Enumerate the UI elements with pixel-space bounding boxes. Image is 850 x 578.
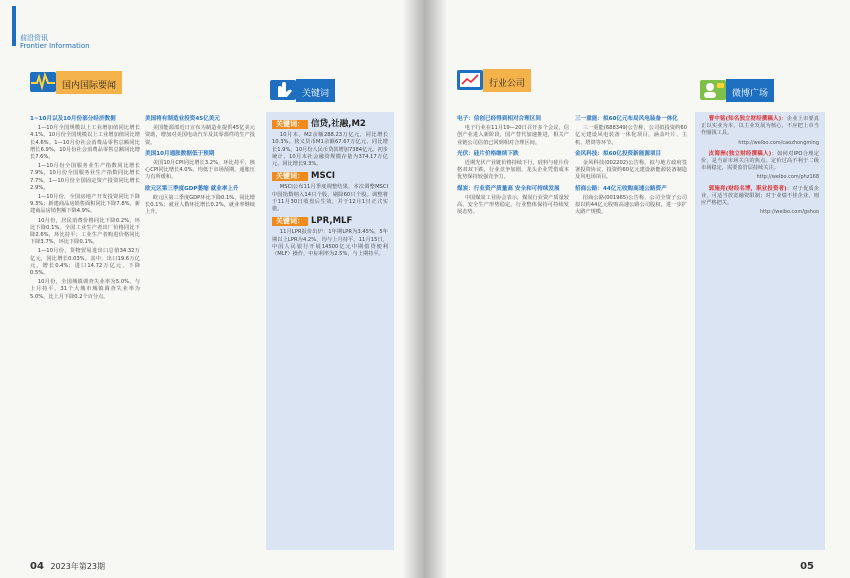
article-heading: 美国将有制造业投资45亿美元: [145, 116, 220, 122]
keyword-body: MSCI公布11月季度调整结果，本次调整MSCI中国指数纳入14只个股，剔除60只个股。调整将于11月30日收盘后生效，并于12月1日正式实施。: [272, 184, 388, 213]
weibo-author: 皮海洲(独立财经撰稿人): [708, 150, 772, 157]
keyword-tag: 关键词：: [272, 217, 308, 226]
article-heading: 招商公路：44亿元收购高速公路资产: [575, 185, 667, 192]
article-paragraph: 1—10月全国规模以上工业增加值同比增长4.1%。10月份全国规模以上工业增加值同比增长4.6%。1—10月份社会消费品零售总额同比增长6.9%，10月份社会消费品零售总额同比增长7.6%。: [30, 125, 140, 161]
right-page: [425, 0, 850, 578]
article-paragraph: 中国煤炭工业协会表示，煤炭行业资产质量较高，安全生产形势稳定，行业整体保持可持续发展态势。: [457, 194, 569, 216]
line-chart-icon: [457, 70, 483, 90]
person-chat-icon: [700, 80, 726, 100]
article-heading: 金风科技：拟60亿投资新能源项目: [575, 150, 662, 157]
keyword-row: [272, 172, 388, 181]
article-heading: 光伏：硅片价格继续下跌: [457, 150, 519, 157]
weibo-text: ：企业上市要真正以实业为本，以主业发展为核心，不应把上市当作圈钱工具。: [701, 116, 819, 137]
section-head-weibo: [700, 80, 820, 100]
section-label-bg: [483, 69, 531, 92]
page-number: 05: [800, 561, 814, 572]
article-paragraph: 美国10月CPI同比增长3.2%，环比持平，核心CPI同比增长4.0%，均低于市场预期，通胀压力有所缓和。: [145, 160, 255, 181]
weibo-column: [695, 112, 825, 550]
weibo-text: ：如何对IPO合理定价，是当前市场关注的焦点。定价过高不利于二级市场稳定，需要监管层持续关注。: [701, 150, 819, 172]
section-label-bg: [726, 79, 774, 102]
article-paragraph: 10月份，全国城镇调查失业率为5.0%，与上月持平。31个大城市城镇调查失业率为5.0%，比上月下降0.2个百分点。: [30, 279, 140, 300]
header-title-cn: 前沿资讯: [20, 34, 48, 42]
article-paragraph: 1—10月份全国服务业生产指数同比增长7.9%，10月份全国服务业生产指数同比增长7.7%。1—10月份全国固定资产投资同比增长2.9%。: [30, 163, 140, 191]
left-footer: [30, 561, 105, 572]
article-heading: 美国10月通胀数据低于预期: [145, 150, 215, 157]
weibo-link[interactable]: http://weibo.com/gshoo: [759, 209, 819, 216]
article-paragraph: 近期光伏产业链价格持续下行，硅料与硅片价格双双下跌，行业竞争加剧，龙头企业凭借成本优势保持较强竞争力。: [457, 160, 569, 181]
keyword-term: LPR,MLF: [311, 216, 353, 227]
article-heading: 欧元区第三季度GDP萎缩 就业率上升: [145, 185, 239, 192]
article-heading: 三一重能：拟60亿元布局风电装备一体化: [575, 116, 678, 122]
article-paragraph: 1—10月份，货物贸易进出口总值34.32万亿元，同比增长0.03%。其中，出口19.6万亿元，增长0.4%；进口14.72万亿元，下降0.5%。: [30, 248, 140, 277]
left-column-1: [30, 112, 140, 550]
gutter-shadow: [403, 0, 425, 578]
keyword-term: 信贷,社融,M2: [311, 119, 366, 129]
right-footer: [800, 561, 818, 572]
pulse-icon: [30, 72, 56, 92]
keyword-tag: 关键词：: [272, 172, 308, 181]
hand-pointer-icon: [270, 80, 296, 100]
article-paragraph: 三一重能(688349)公告称，公司拟投资约60亿元建设风电装备一体化项目，涵盖叶片、主机、塔筒等环节。: [575, 125, 687, 146]
article-paragraph: 10月份，居民消费价格同比下降0.2%，环比下降0.1%。全国工业生产者出厂价格同比下降2.6%，环比持平；工业生产者购进价格同比下降3.7%，环比下降0.1%。: [30, 217, 140, 246]
weibo-author: 郭施亮(财经名博，职业投资者): [708, 185, 787, 192]
section-label: 微博广场: [732, 88, 769, 99]
left-column-2: [145, 112, 255, 550]
keyword-row: [272, 120, 388, 129]
article-paragraph: 美国能源部近日宣布为制造业提供45亿美元资助，增加对美国电动汽车及其零部件的生产投资。: [145, 125, 255, 146]
article-heading: 电子：信创已经得到相对合理区间: [457, 116, 541, 122]
section-label: 关键词: [302, 88, 330, 99]
article-paragraph: 欧元区第三季度GDP环比下降0.1%，同比增长0.1%；就业人数环比增长0.2%，就业率继续上升。: [145, 194, 255, 216]
issue-label: 2023年第23期: [50, 562, 106, 571]
section-label: 行业公司: [489, 78, 526, 89]
gutter-shadow: [425, 0, 447, 578]
weibo-post: [701, 186, 819, 208]
keyword-row: [272, 217, 388, 226]
section-head-keywords: [270, 80, 390, 100]
section-label-bg: [296, 79, 335, 102]
keyword-tag: 关键词：: [272, 120, 308, 129]
weibo-text: ：对于优质企业，可适当放宽融资限制；对于业绩不佳企业，则应严格把关。: [701, 185, 819, 207]
keyword-body: 11月LPR报价出炉：1年期LPR为3.45%，5年期以上LPR为4.2%，均与上月持平。11月15日，中国人民银行开展14500亿元中期借贷便利（MLF）操作，中标利率为2.5%，与上期持平。: [272, 229, 388, 258]
right-column-1: [457, 112, 569, 550]
section-label-bg: [56, 71, 122, 94]
article-paragraph: 电子行业在11月19—20日召开多个会议，信创产业进入新阶段，国产替代加速推进，相关产业链公司估值已回到相对合理区间。: [457, 125, 569, 146]
header-bar: [12, 6, 16, 46]
article-heading: 1~10月以及10月份部分经济数据: [30, 116, 116, 122]
weibo-link[interactable]: http://weibo.com/caozhongming: [738, 139, 819, 146]
article-paragraph: 金风科技(002202)公告称，拟与地方政府签署投资协议，投资约60亿元建设新能源装备制造及风电场项目。: [575, 160, 687, 181]
weibo-post: [701, 116, 819, 138]
section-head-domestic: [30, 72, 150, 92]
keyword-body: 10月末，M2余额288.23万亿元，同比增长10.3%。狭义货币M1余额67.67万亿元，同比增长1.9%。10月份人民币贷款增加7384亿元。初步统计，10月末社会融资规模存量为374.17万亿元，同比增长9.3%。: [272, 132, 388, 168]
right-column-2: [575, 112, 687, 550]
header-title-en: Frontier Information: [20, 42, 90, 50]
keywords-column: [266, 112, 394, 550]
article-paragraph: 1—10月份，全国房地产开发投资同比下降9.3%；新建商品房销售面积同比下降7.8%，新建商品房销售额下降4.9%。: [30, 194, 140, 215]
article-heading: 煤炭：行业资产质量高 安全和可持续发展: [457, 185, 560, 192]
page-number: 04: [30, 561, 44, 572]
section-label: 国内国际要闻: [62, 80, 117, 91]
keyword-term: MSCI: [311, 171, 335, 182]
article-paragraph: 招商公路(001965)公告称，公司全资子公司拟以约44亿元收购高速公路公司股权，进一步扩大路产规模。: [575, 194, 687, 216]
weibo-link[interactable]: http://weibo.com/phz168: [756, 174, 819, 181]
weibo-author: 曹中铭(知名独立财经撰稿人): [708, 116, 782, 122]
section-head-industry: [457, 70, 577, 90]
weibo-post: [701, 151, 819, 173]
